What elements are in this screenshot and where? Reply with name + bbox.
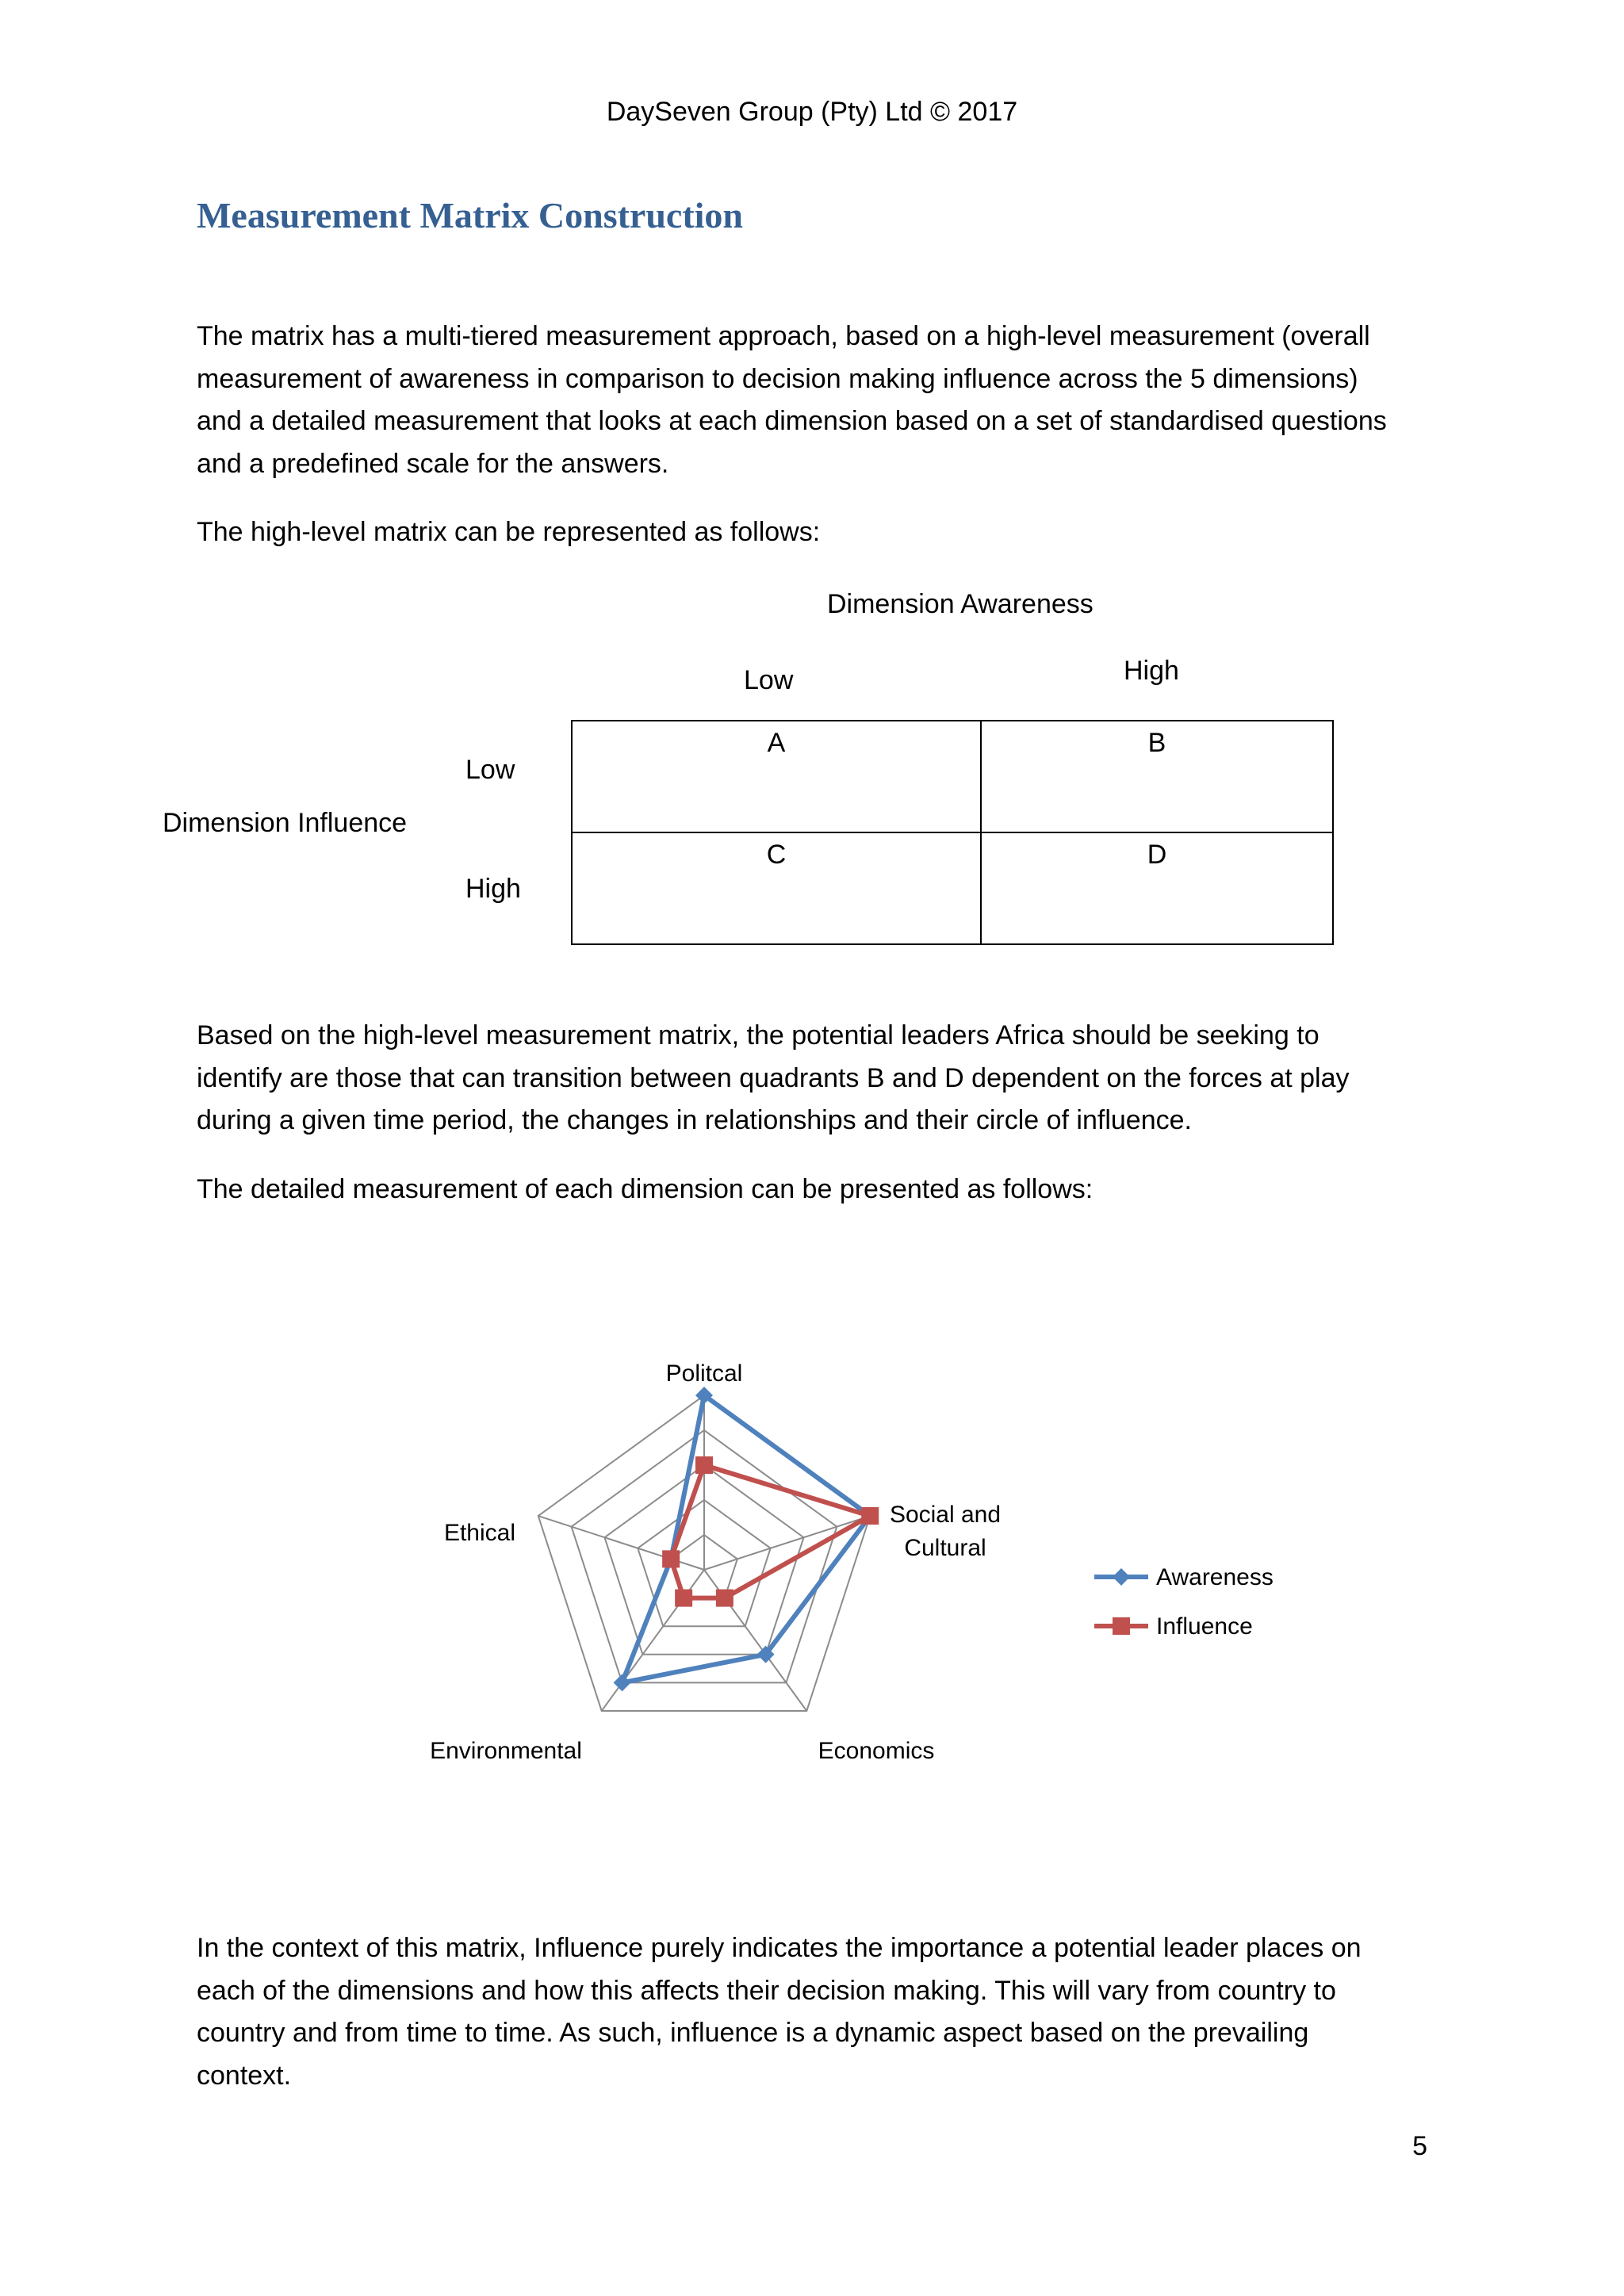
- legend-marker-influence: [1113, 1617, 1130, 1635]
- matrix-col-low-label: Low: [744, 665, 794, 695]
- awareness-influence-matrix: [571, 720, 1334, 945]
- matrix-col-axis-label: Dimension Awareness: [827, 589, 1094, 619]
- axis-label-3: Environmental: [430, 1738, 582, 1764]
- point-influence-0: [695, 1456, 713, 1474]
- matrix-row-axis-label: Dimension Influence: [163, 808, 408, 838]
- axis-label-4: Ethical: [443, 1520, 515, 1546]
- detailed-paragraph: The detailed measurement of each dimension can be presented as follows:: [197, 1174, 1094, 1204]
- series-line-influence: [671, 1465, 870, 1598]
- legend-marker-awareness: [1113, 1568, 1130, 1586]
- quadrant-a: A: [572, 721, 981, 832]
- radar-chart: [381, 1332, 1332, 1808]
- intro-line-3: and a detailed measurement that looks at each dimension based on a set of standardised questions: [197, 406, 1387, 436]
- matrix-row-high-label: High: [465, 874, 521, 904]
- based-line-3: during a given time period, the changes in relationships and their circle of influence.: [197, 1105, 1192, 1135]
- based-paragraph: [197, 1015, 1434, 1142]
- intro-line-1: The matrix has a multi-tiered measurement approach, based on a high-level measurement (overall: [197, 321, 1370, 351]
- quadrant-c: C: [572, 832, 981, 944]
- quadrant-b: B: [981, 721, 1333, 832]
- point-influence-4: [662, 1550, 680, 1567]
- axis-label-0: Politcal: [665, 1360, 743, 1387]
- represent-paragraph: The high-level matrix can be represented as follows:: [197, 517, 821, 547]
- section-title: Measurement Matrix Construction: [197, 195, 744, 235]
- point-influence-1: [861, 1507, 879, 1525]
- context-line-1: In the context of this matrix, Influence purely indicates the importance a potential leader places on: [197, 1933, 1362, 1963]
- legend-label-influence: Influence: [1156, 1613, 1253, 1640]
- point-influence-3: [675, 1590, 692, 1607]
- based-line-2: identify are those that can transition between quadrants B and D dependent on the forces at play: [197, 1062, 1350, 1093]
- point-influence-2: [716, 1590, 733, 1607]
- matrix-row-low-label: Low: [465, 755, 515, 785]
- context-paragraph: [197, 1927, 1434, 2097]
- point-awareness-3: [614, 1674, 631, 1691]
- based-line-1: Based on the high-level measurement matrix, the potential leaders Africa should be seeking to: [197, 1020, 1320, 1050]
- context-line-4: context.: [197, 2060, 292, 2091]
- axis-label-2: Economics: [818, 1738, 935, 1764]
- page-number: 5: [1412, 2131, 1427, 2161]
- context-line-2: each of the dimensions and how this affects their decision making. This will vary from country to: [197, 1975, 1336, 2006]
- intro-line-4: and a predefined scale for the answers.: [197, 448, 669, 479]
- page-header: DaySeven Group (Pty) Ltd © 2017: [606, 97, 1018, 127]
- axis-label-1: Social and Cultural: [889, 1502, 1002, 1561]
- intro-paragraph: [197, 316, 1434, 485]
- quadrant-d: D: [981, 832, 1333, 944]
- matrix-col-high-label: High: [1124, 656, 1179, 686]
- context-line-3: country and from time to time. As such, influence is a dynamic aspect based on the prevailing: [197, 2018, 1309, 2048]
- legend-label-awareness: Awareness: [1156, 1564, 1274, 1590]
- intro-line-2: measurement of awareness in comparison to decision making influence across the 5 dimensions): [197, 363, 1358, 394]
